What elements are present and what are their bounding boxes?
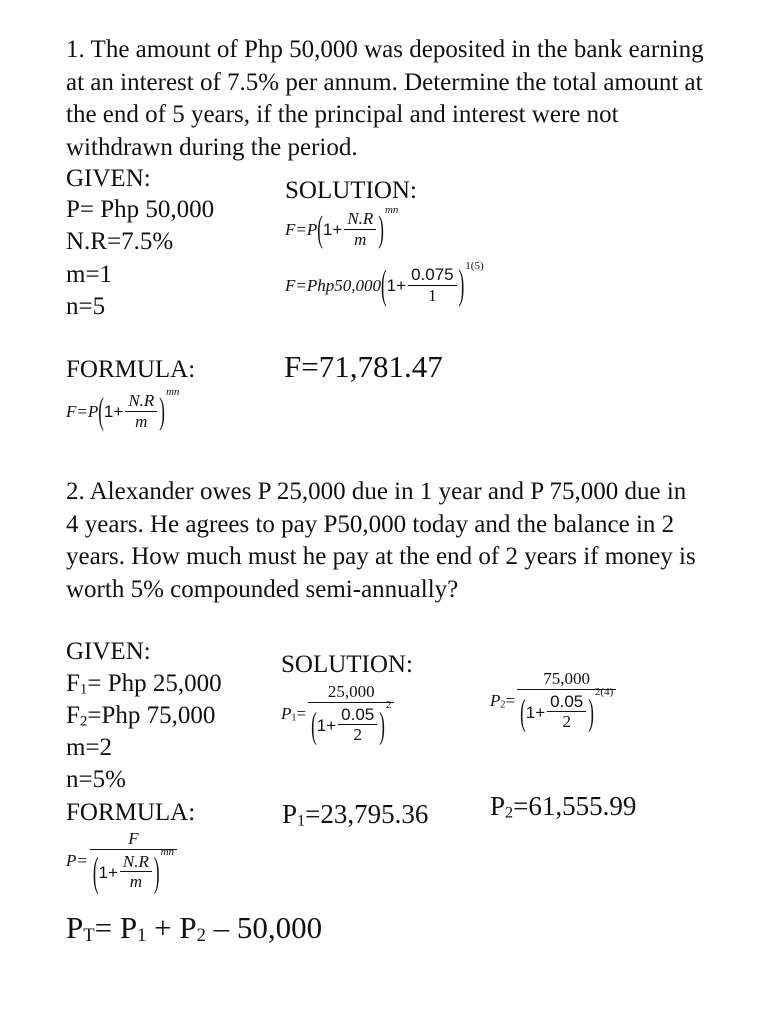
answer-p2: $P_2=61,555.99$ [490,791,637,822]
given-f2: $F_2=Php$ 75,000 [66,702,216,730]
problem1-answer: F=71,781.47 [284,349,443,384]
problem1-statement: 1. The amount of Php 50,000 was deposited in the bank earning at an interest of 7.5% per annum. Determine the total amount at the end of 5 years, if the principal and interest were not withdrawn during the period. [66,36,704,161]
problem2-given-label: GIVEN: [66,638,151,665]
answer-p1: $P_1=23,795.36$ [282,799,429,830]
problem2-formula: P= F ( 1+ $\frac{N.R}{m}$ ) mn [66,830,179,892]
p1-substitution: $P_1$ = 25,000 ( 1+ $\frac{0.05}{2}$ ) 2 [281,683,396,745]
problem1-formula: F=P ( 1+ $\frac{N.R}{m}$ ) mn [66,385,180,432]
given-nominal-rate: N.R=7.5% [66,228,174,255]
problem1-substitution: F=Php50,000 ( 1+ $\frac{0.075}{1}$ ) 1(5) [285,259,484,308]
p2-substitution: $P_2$ = 75,000 ( 1+ $\frac{0.05}{2}$ ) 2(4) [490,670,618,732]
given-n: n=5 [66,293,106,320]
given-m: m=2 [66,734,113,761]
given-n: n=5% [66,766,126,793]
problem1-solution-label: SOLUTION: [285,177,417,204]
problem2-solution-label: SOLUTION: [281,651,413,678]
problem1-given-label: GIVEN: [66,165,151,192]
given-principal: P= Php 50,000 [66,196,215,223]
problem1-solution-formula: F=P ( 1+ $\frac{N.R}{m}$ ) mn [285,203,399,250]
given-m: m=1 [66,261,113,288]
problem2-statement: 2. Alexander owes P 25,000 due in 1 year and P 75,000 due in 4 years. He agrees to pay P50,000 today and the balance in 2 years. How much must he pay at the end of 2 years if money is worth 5% compounded semi-annually? [66,478,696,603]
problem1-formula-label: FORMULA: [66,356,196,383]
given-f1: $F_1=$ Php 25,000 [66,670,222,698]
problem2-formula-label: FORMULA: [66,799,196,826]
total-payment-equation: $P_T= P_1 + P_2 - 50,000$ [66,910,323,946]
